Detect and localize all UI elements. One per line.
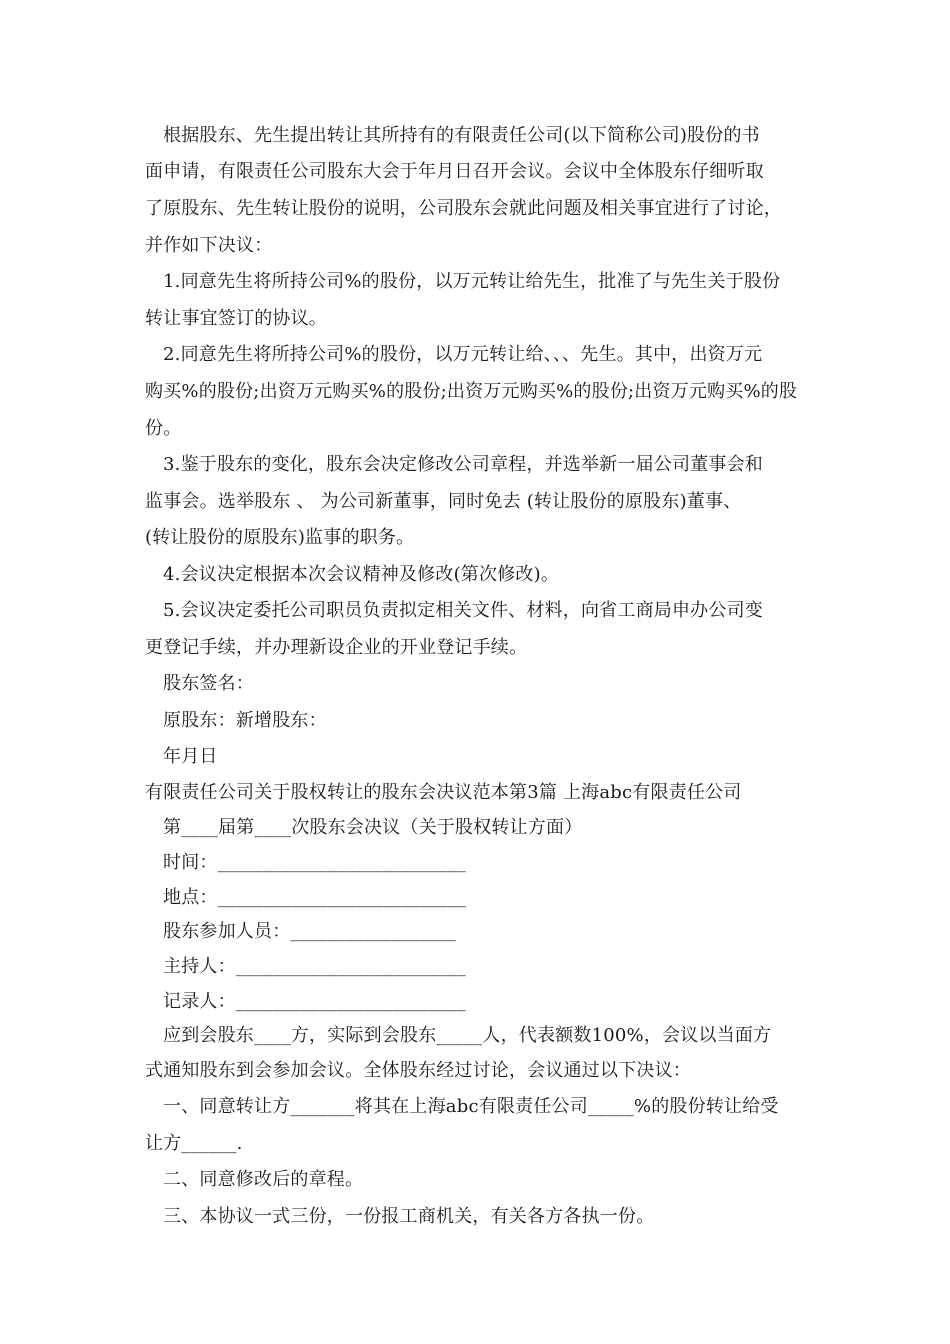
signature-label: 股东签名： <box>163 673 254 694</box>
host-field: 主持人：_________________________ <box>163 956 466 977</box>
body-text-line: 面申请，有限责任公司股东大会于年月日召开会议。会议中全体股东仔细听取 <box>145 161 764 182</box>
attendees-field: 股东参加人员：__________________ <box>163 921 456 942</box>
body-text-line: 根据股东、先生提出转让其所持有的有限责任公司(以下简称公司)股份的书 <box>163 125 760 146</box>
decision-item-1: 一、同意转让方_______将其在上海abc有限责任公司_____%的股份转让给受 <box>163 1096 779 1117</box>
resolution-item-3: 3.鉴于股东的变化，股东会决定修改公司章程，并选举新一届公司董事会和 <box>163 454 763 475</box>
body-text-line: 监事会。选举股东 、 为公司新董事，同时免去 (转让股份的原股东)董事、 <box>145 491 742 512</box>
resolution-item-5: 5.会议决定委托公司职员负责拟定相关文件、材料，向省工商局申办公司变 <box>163 600 763 621</box>
resolution-item-1: 1.同意先生将所持公司%的股份，以万元转让给先生，批准了与先生关于股份 <box>163 271 781 292</box>
body-text-line: 购买%的股份;出资万元购买%的股份;出资万元购买%的股份;出资万元购买%的股 <box>145 381 798 402</box>
section-heading: 有限责任公司关于股权转让的股东会决议范本第3篇 上海abc有限责任公司 <box>145 782 742 803</box>
location-field: 地点：___________________________ <box>163 887 466 908</box>
body-text-line: 了原股东、先生转让股份的说明，公司股东会就此问题及相关事宜进行了讨论， <box>145 198 782 219</box>
decision-item-3: 三、本协议一式三份，一份报工商机关，有关各方各执一份。 <box>163 1206 655 1227</box>
time-field: 时间：___________________________ <box>163 852 466 873</box>
body-text-line: 份。 <box>145 418 182 439</box>
body-text-line: 式通知股东到会参加会议。全体股东经过讨论，会议通过以下决议： <box>145 1060 691 1081</box>
recorder-field: 记录人：_________________________ <box>163 991 466 1012</box>
shareholder-signature-line: 原股东：新增股东： <box>163 710 327 731</box>
body-text-line: 并作如下决议： <box>145 235 273 256</box>
body-text-line: 让方______. <box>145 1133 243 1154</box>
meeting-title: 第____届第____次股东会决议（关于股权转让方面） <box>163 817 583 838</box>
body-text-line: 更登记手续，并办理新设企业的开业登记手续。 <box>145 637 528 658</box>
body-text-line: (转让股份的原股东)监事的职务。 <box>145 527 415 548</box>
body-text-line: 转让事宜签订的协议。 <box>145 308 327 329</box>
resolution-item-2: 2.同意先生将所持公司%的股份，以万元转让给、、、先生。其中，出资万元 <box>163 344 763 365</box>
date-line: 年月日 <box>163 746 218 767</box>
body-text-line: 应到会股东____方，实际到会股东_____人，代表额数100%，会议以当面方 <box>163 1025 772 1046</box>
decision-item-2: 二、同意修改后的章程。 <box>163 1169 364 1190</box>
resolution-item-4: 4.会议决定根据本次会议精神及修改(第次修改)。 <box>163 564 560 585</box>
